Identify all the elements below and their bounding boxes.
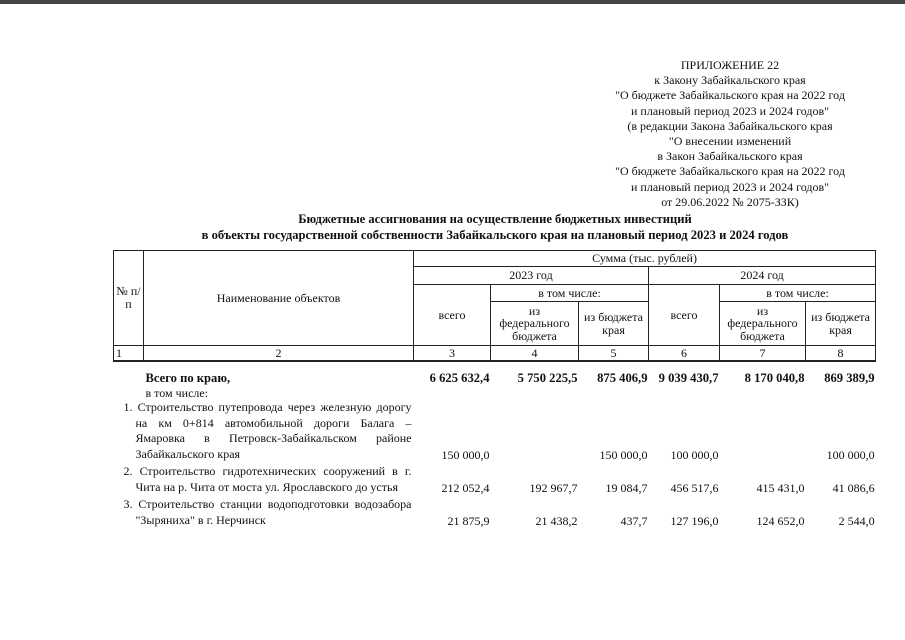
cell-value: 21 438,2	[535, 514, 578, 528]
row-index: 1.	[123, 400, 133, 414]
cell-value	[720, 400, 806, 464]
column-number: 2	[144, 346, 414, 362]
column-number: 1	[114, 346, 144, 362]
header-regional-2024: из бюджета края	[806, 302, 876, 346]
header-including-2023: в том числе:	[491, 285, 649, 302]
column-number: 7	[720, 346, 806, 362]
header-regional-2023: из бюджета края	[579, 302, 649, 346]
including-index	[114, 385, 144, 400]
appendix-line: "О бюджете Забайкальского края на 2022 год	[615, 88, 845, 103]
appendix-line: от 29.06.2022 № 2075-ЗЗК)	[661, 194, 799, 209]
header-federal-2024: из федерального бюджета	[720, 302, 806, 346]
document-title	[100, 211, 890, 243]
header-total-2023: всего	[414, 285, 491, 346]
total-value: 5 750 225,5	[517, 371, 578, 385]
appendix-line: "О бюджете Забайкальского края на 2022 год	[615, 164, 845, 179]
table-row	[114, 464, 876, 497]
header-name-text: Наименование объектов	[216, 290, 341, 305]
cell-value: 437,7	[620, 514, 648, 528]
total-label: Всего по краю,	[145, 371, 231, 385]
cell-value: 150 000,0	[441, 448, 490, 462]
cell-value: 127 196,0	[670, 514, 719, 528]
header-number	[114, 251, 144, 346]
object-name-cell	[114, 464, 414, 497]
cell-value: 212 052,4	[441, 481, 490, 495]
title-line-1: Бюджетные ассигнования на осуществление бюджетных инвестиций	[298, 212, 692, 226]
appendix-line: (в редакции Закона Забайкальского края	[627, 118, 833, 133]
header-sum: Сумма (тыс. рублей)	[414, 251, 876, 267]
cell-value: 192 967,7	[529, 481, 578, 495]
column-number: 6	[649, 346, 720, 362]
table-row	[114, 497, 876, 530]
object-name-text: Строительство станции водоподготовки водозабора "Зыряниха" в г. Нерчинск	[135, 497, 412, 527]
object-name	[123, 464, 412, 495]
total-index	[114, 361, 144, 385]
column-number: 8	[806, 346, 876, 362]
row-index: 2.	[123, 464, 133, 478]
appendix-line: "О внесении изменений	[668, 134, 792, 149]
including-row	[114, 385, 876, 400]
total-value: 6 625 632,4	[429, 371, 490, 385]
investment-table	[113, 250, 876, 530]
total-value: 8 170 040,8	[744, 371, 805, 385]
header-number-text: № п/п	[116, 284, 141, 311]
column-number: 4	[491, 346, 579, 362]
object-name-cell	[114, 400, 414, 464]
cell-value	[491, 400, 579, 464]
appendix-line: в Закон Забайкальского края	[657, 149, 803, 164]
cell-value: 19 084,7	[605, 481, 648, 495]
total-value: 869 389,9	[824, 371, 875, 385]
header-federal-2023: из федерального бюджета	[491, 302, 579, 346]
header-including-2024: в том числе:	[720, 285, 876, 302]
appendix-line: к Закону Забайкальского края	[654, 73, 806, 88]
header-name	[144, 251, 414, 346]
cell-value: 124 652,0	[756, 514, 805, 528]
total-value: 9 039 430,7	[658, 371, 719, 385]
cell-value: 21 875,9	[447, 514, 490, 528]
object-name-cell	[114, 497, 414, 530]
appendix-line: и плановый период 2023 и 2024 годов"	[630, 179, 830, 194]
object-name-text: Строительство путепровода через железную дорогу на км 0+814 автомобильной дороги Балага – Ямаровка в Петровск-Забайкальском районе Забайкальского края	[135, 400, 412, 461]
object-name-text: Строительство гидротехнических сооружений в г. Чита на р. Чита от моста ул. Ярославского до устья	[135, 464, 412, 494]
total-row	[114, 361, 876, 385]
object-name	[123, 400, 412, 462]
including-label: в том числе:	[145, 386, 209, 400]
table-row	[114, 400, 876, 464]
total-value: 875 406,9	[597, 371, 648, 385]
column-number: 5	[579, 346, 649, 362]
cell-value: 100 000,0	[826, 448, 875, 462]
object-name	[123, 497, 412, 528]
title-line-2: в объекты государственной собственности Забайкальского края на плановый период 2023 и 2024 годов	[201, 228, 789, 242]
cell-value: 100 000,0	[670, 448, 719, 462]
row-index: 3.	[123, 497, 133, 511]
appendix-line: ПРИЛОЖЕНИЕ 22	[680, 58, 780, 72]
cell-value: 41 086,6	[832, 481, 875, 495]
column-number: 3	[414, 346, 491, 362]
cell-value: 456 517,6	[670, 481, 719, 495]
header-year-2024: 2024 год	[649, 267, 876, 285]
page-top-edge	[0, 0, 905, 4]
header-year-2023: 2023 год	[414, 267, 649, 285]
cell-value: 415 431,0	[756, 481, 805, 495]
appendix-line: и плановый период 2023 и 2024 годов"	[630, 103, 830, 118]
appendix-header	[590, 58, 870, 210]
cell-value: 2 544,0	[838, 514, 875, 528]
header-total-2024: всего	[649, 285, 720, 346]
cell-value: 150 000,0	[599, 448, 648, 462]
